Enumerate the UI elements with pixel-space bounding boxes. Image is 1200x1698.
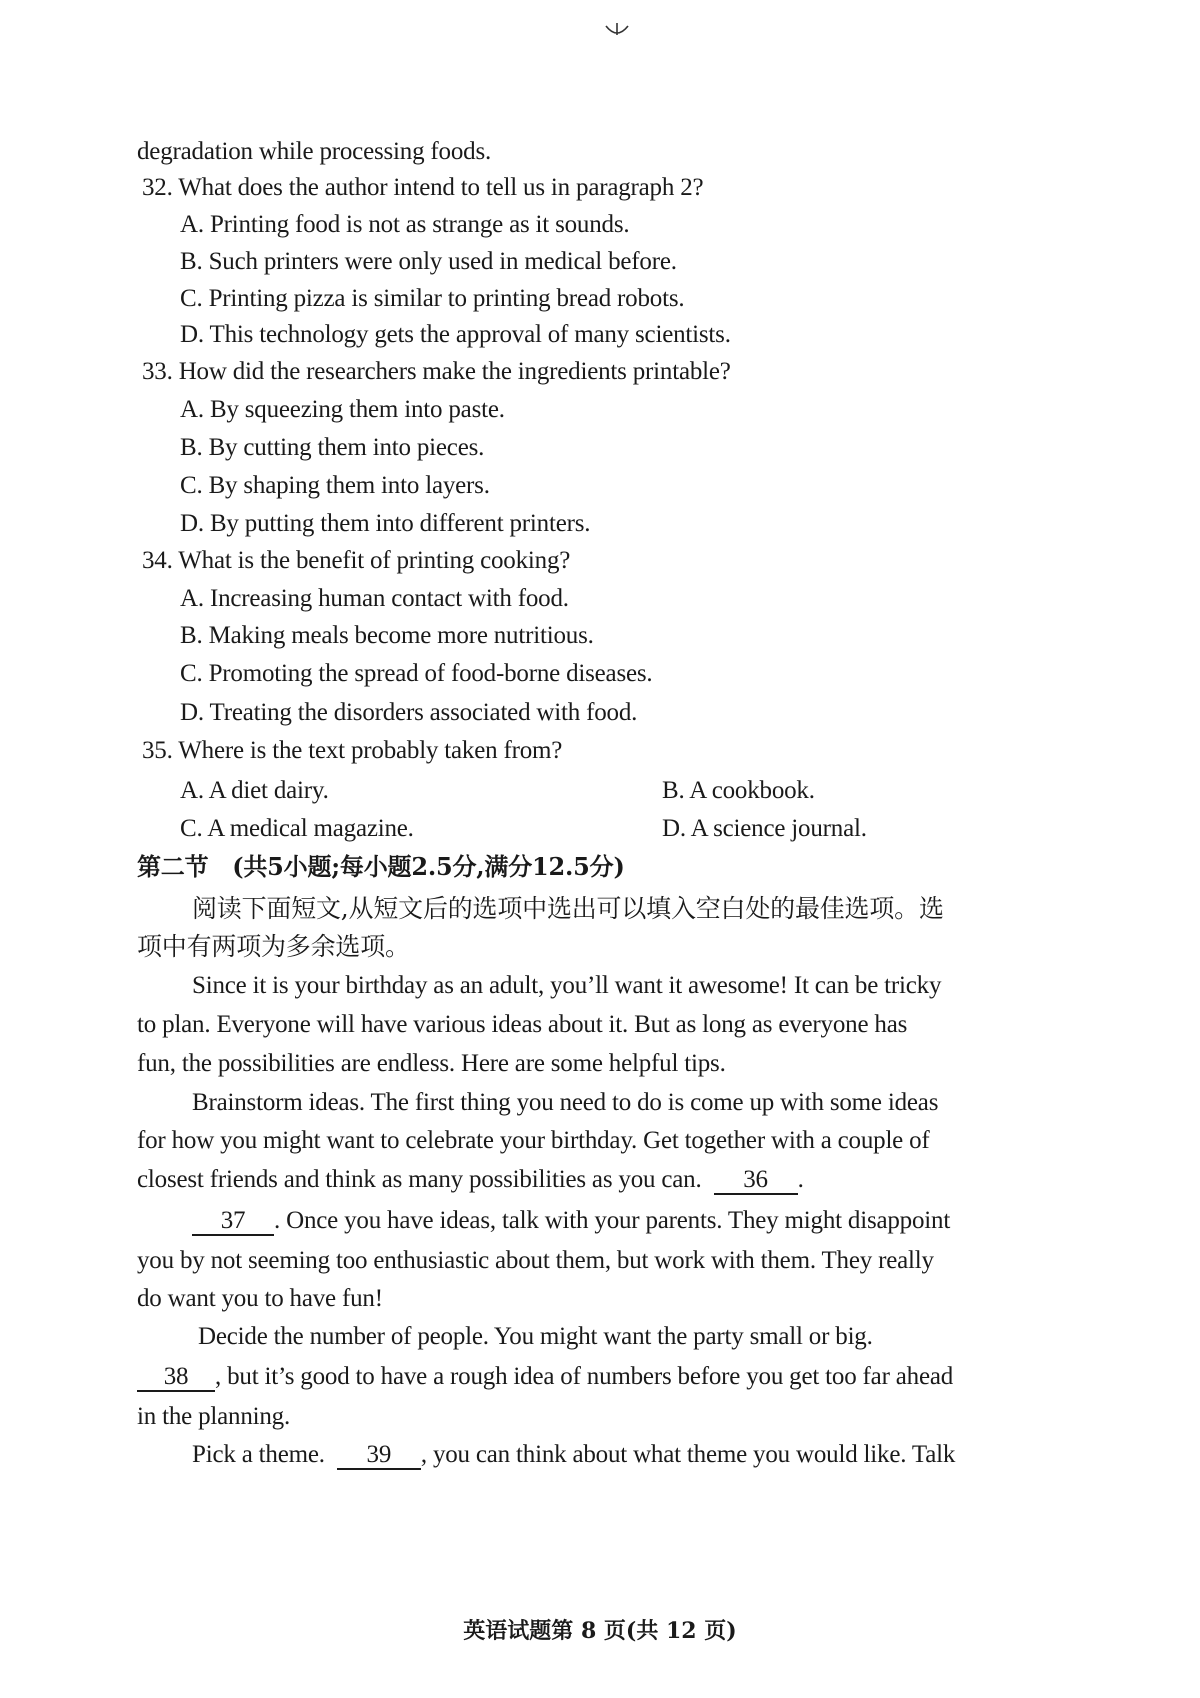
question-32-option-c: C. Printing pizza is similar to printing bread robots.: [180, 285, 685, 312]
section-instruction-line-2: 项中有两项为多余选项。: [137, 932, 410, 961]
blank-39[interactable]: 39: [337, 1442, 421, 1470]
question-34-option-b: B. Making meals become more nutritious.: [180, 622, 594, 649]
passage-p4-line-2: [137, 1362, 953, 1392]
section-title: 第二节 (共5小题;每小题2.5分,满分12.5分): [137, 852, 625, 881]
question-32-option-b: B. Such printers were only used in medical before.: [180, 248, 677, 275]
passage-p5-before-text: Pick a theme.: [192, 1441, 325, 1468]
question-32-option-d: D. This technology gets the approval of many scientists.: [180, 321, 731, 348]
question-35-option-c: C. A medical magazine.: [180, 815, 414, 842]
binding-mark-icon: [604, 22, 630, 38]
passage-p2-line-1: Brainstorm ideas. The first thing you need to do is come up with some ideas: [192, 1089, 939, 1116]
blank-36[interactable]: 36: [714, 1167, 798, 1195]
passage-p1-line-3: fun, the possibilities are endless. Here are some helpful tips.: [137, 1050, 726, 1077]
question-32-option-a: A. Printing food is not as strange as it sounds.: [180, 211, 630, 238]
passage-p3-line-1-text: . Once you have ideas, talk with your parents. They might disappoint: [274, 1207, 951, 1234]
question-35-stem: 35. Where is the text probably taken from?: [142, 737, 563, 764]
question-34-option-a: A. Increasing human contact with food.: [180, 585, 569, 612]
passage-p2-line-2: for how you might want to celebrate your birthday. Get together with a couple of: [137, 1127, 930, 1154]
passage-p3-line-2: you by not seeming too enthusiastic about them, but work with them. They really: [137, 1247, 934, 1274]
passage-p5-after-text: , you can think about what theme you would like. Talk: [420, 1441, 956, 1468]
continuation-text: degradation while processing foods.: [137, 138, 492, 165]
question-34-stem: 34. What is the benefit of printing cooking?: [142, 547, 571, 574]
question-32-stem: 32. What does the author intend to tell us in paragraph 2?: [142, 174, 704, 201]
question-33-option-b: B. By cutting them into pieces.: [180, 434, 485, 461]
question-33-option-c: C. By shaping them into layers.: [180, 472, 490, 499]
passage-p3-line-1: [192, 1206, 950, 1236]
passage-p3-line-3: do want you to have fun!: [137, 1285, 383, 1312]
question-35-option-a: A. A diet dairy.: [180, 777, 329, 804]
section-instruction-line-1: 阅读下面短文,从短文后的选项中选出可以填入空白处的最佳选项。选: [192, 894, 944, 923]
passage-p4-line-3: in the planning.: [137, 1403, 291, 1430]
blank-38[interactable]: 38: [137, 1364, 215, 1392]
blank-37[interactable]: 37: [192, 1208, 274, 1236]
question-34-option-d: D. Treating the disorders associated with food.: [180, 699, 638, 726]
question-35-option-d: D. A science journal.: [662, 815, 867, 842]
passage-p2-line-3-text: closest friends and think as many possibilities as you can.: [137, 1166, 702, 1193]
question-33-option-a: A. By squeezing them into paste.: [180, 396, 505, 423]
passage-p4-line-1: Decide the number of people. You might want the party small or big.: [198, 1323, 873, 1350]
passage-p1-line-1: Since it is your birthday as an adult, you’ll want it awesome! It can be tricky: [192, 972, 942, 999]
passage-p5-line-1: [192, 1440, 955, 1470]
question-33-stem: 33. How did the researchers make the ingredients printable?: [142, 358, 731, 385]
page-footer: 英语试题第 8 页(共 12 页): [463, 1618, 737, 1644]
question-35-option-b: B. A cookbook.: [662, 777, 815, 804]
question-34-option-c: C. Promoting the spread of food-borne diseases.: [180, 660, 653, 687]
passage-p2-line-3: closest friends and think as many possibilities as you can. 36 .: [137, 1166, 804, 1193]
passage-p4-line-2-text: , but it’s good to have a rough idea of numbers before you get too far ahead: [215, 1363, 954, 1390]
question-33-option-d: D. By putting them into different printers.: [180, 510, 591, 537]
passage-p1-line-2: to plan. Everyone will have various ideas about it. But as long as everyone has: [137, 1011, 908, 1038]
